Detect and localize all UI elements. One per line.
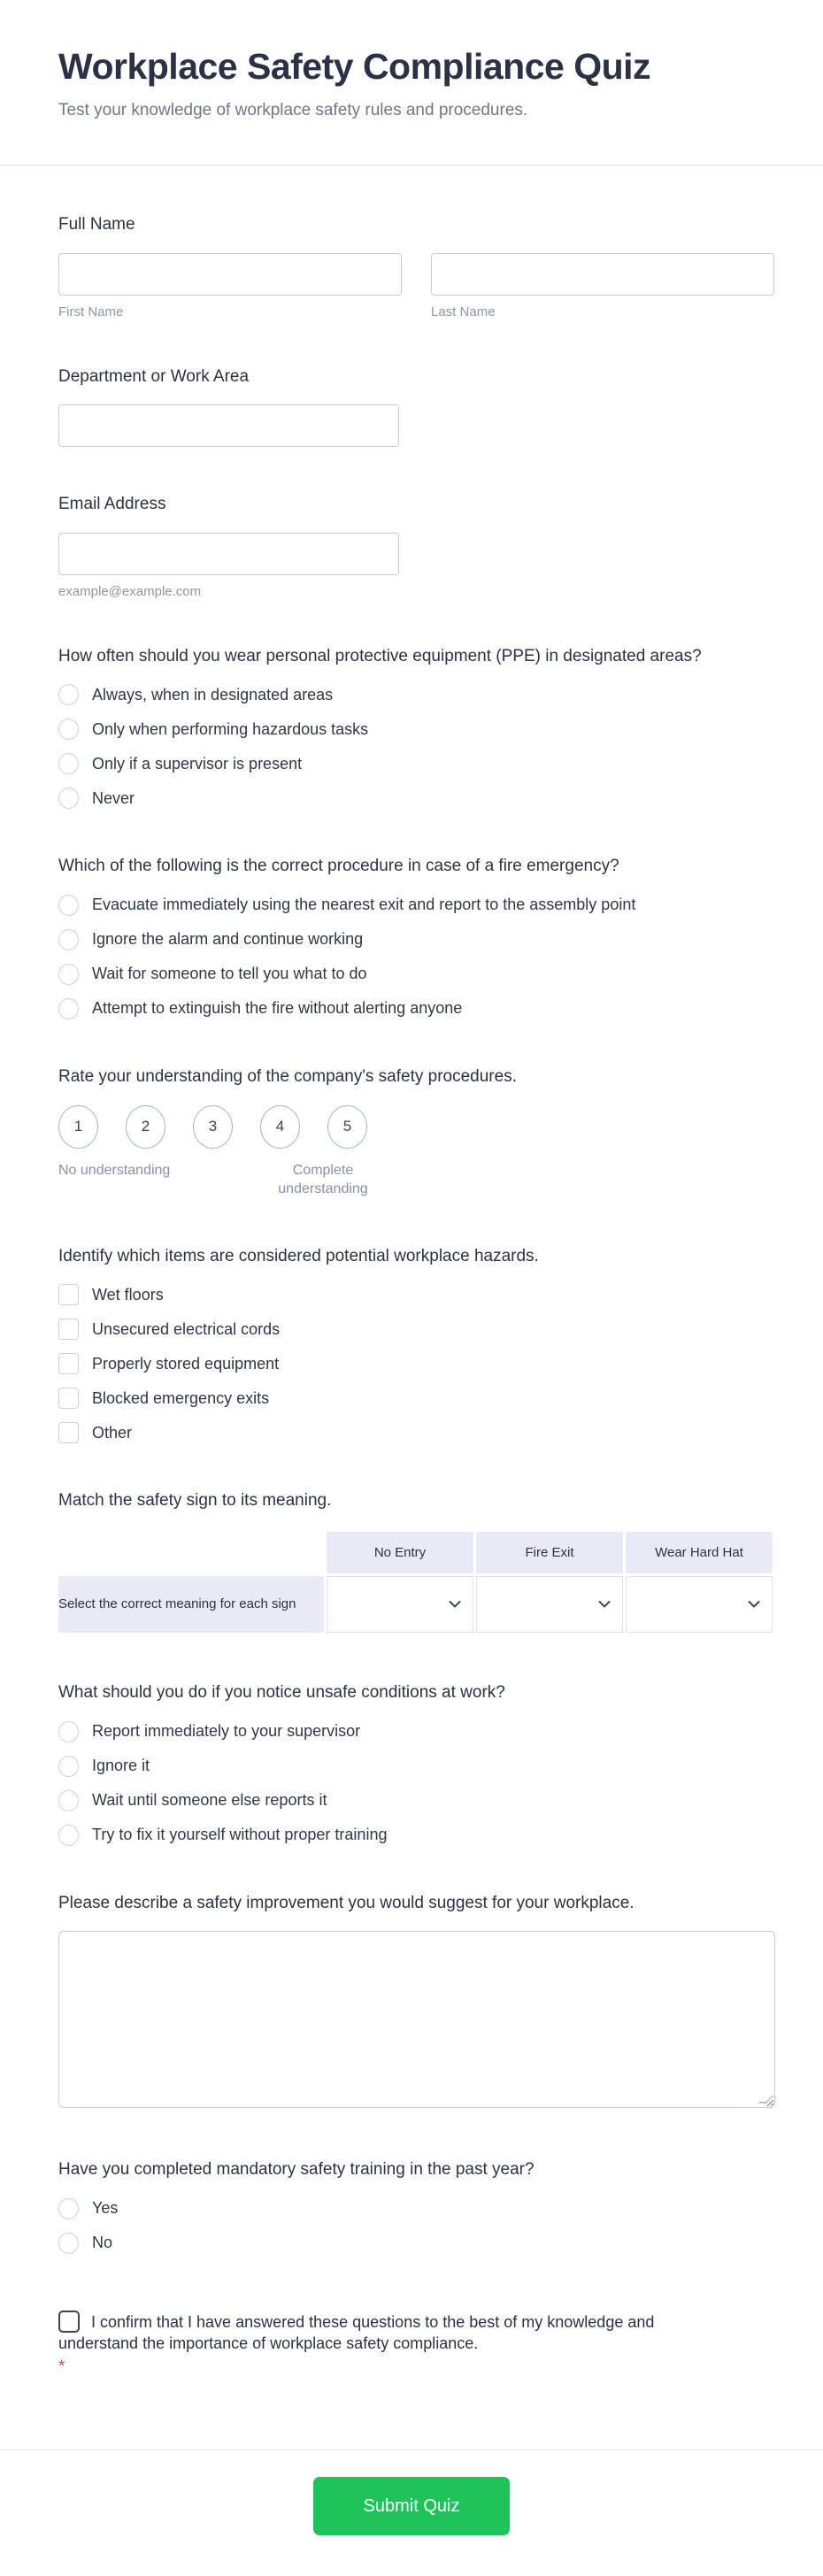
fire-option-row (58, 964, 775, 985)
spacer (58, 2377, 775, 2419)
matching-table-corner (58, 1532, 324, 1573)
page-subtitle: Test your knowledge of workplace safety rules and procedures. (58, 101, 528, 119)
radio-button[interactable] (58, 1756, 79, 1777)
matching-select-wear-hard-hat[interactable] (626, 1576, 773, 1633)
hazards-question-label: Identify which items are considered potential workplace hazards. (58, 1246, 539, 1265)
question-matching (58, 1489, 775, 1635)
radio-button[interactable] (58, 998, 79, 1019)
radio-option-label[interactable]: Never (92, 788, 135, 807)
confirm-row (58, 2311, 669, 2355)
rating-circle-5[interactable]: 5 (327, 1105, 367, 1149)
form-footer (0, 2450, 823, 2576)
department-input[interactable] (58, 404, 399, 447)
ppe-option-row (58, 719, 775, 740)
rating-circle-4[interactable]: 4 (260, 1105, 300, 1149)
confirm-checkbox[interactable] (58, 2311, 80, 2333)
last-name-input[interactable] (431, 253, 774, 296)
matching-select-no-entry[interactable] (327, 1576, 473, 1633)
full-name-row (58, 253, 775, 319)
matching-question-label: Match the safety sign to its meaning. (58, 1491, 332, 1511)
question-improvement (58, 1892, 775, 2113)
ppe-option-row (58, 684, 775, 705)
improvement-textarea[interactable] (58, 1931, 775, 2108)
hazard-option-row (58, 1422, 775, 1443)
first-name-col (58, 253, 402, 319)
hazard-option-row (58, 1319, 775, 1340)
radio-button[interactable] (58, 964, 79, 985)
hazard-option-row (58, 1284, 775, 1305)
radio-option-label[interactable]: No (92, 2234, 113, 2252)
confirm-label[interactable]: I confirm that I have answered these questions to the best of my knowledge and understand the importance of workplace safety compliance. (58, 2312, 655, 2353)
checkbox[interactable] (58, 1353, 79, 1374)
chevron-down-icon (748, 1600, 760, 1608)
radio-button[interactable] (58, 2198, 79, 2219)
first-name-sublabel: First Name (58, 304, 124, 319)
radio-option-label[interactable]: Ignore the alarm and continue working (92, 930, 364, 949)
unsafe-option-row (58, 1721, 775, 1742)
chevron-down-icon (598, 1600, 611, 1608)
unsafe-option-row (58, 1825, 775, 1846)
checkbox-option-label[interactable]: Unsecured electrical cords (92, 1319, 281, 1338)
checkbox[interactable] (58, 1422, 79, 1443)
matching-select-fire-exit[interactable] (476, 1576, 623, 1633)
training-question-label: Have you completed mandatory safety training in the past year? (58, 2160, 535, 2180)
rating-scale (58, 1105, 775, 1149)
page-title: Workplace Safety Compliance Quiz (58, 46, 651, 87)
matching-column-header: Fire Exit (476, 1532, 623, 1573)
field-full-name (58, 213, 775, 319)
field-email (58, 493, 775, 599)
radio-option-label[interactable]: Attempt to extinguish the fire without alerting anyone (92, 999, 463, 1018)
radio-button[interactable] (58, 895, 79, 916)
rating-high-label: Complete understanding (278, 1162, 368, 1197)
matching-row-label: Select the correct meaning for each sign (58, 1576, 324, 1633)
last-name-sublabel: Last Name (431, 304, 496, 319)
radio-button[interactable] (58, 753, 79, 774)
radio-button[interactable] (58, 1790, 79, 1811)
email-sublabel: example@example.com (58, 583, 202, 599)
question-ppe (58, 645, 775, 810)
confirm-section (58, 2311, 669, 2378)
rating-low-label: No understanding (58, 1162, 171, 1178)
unsafe-question-label: What should you do if you notice unsafe conditions at work? (58, 1682, 505, 1702)
textarea-wrapper (58, 1931, 775, 2112)
ppe-option-row (58, 788, 775, 809)
fire-option-row (58, 895, 775, 916)
checkbox[interactable] (58, 1388, 79, 1409)
training-option-row (58, 2198, 775, 2219)
submit-quiz-button[interactable]: Submit Quiz (313, 2477, 510, 2535)
fire-option-row (58, 998, 775, 1019)
radio-option-label[interactable]: Only if a supervisor is present (92, 754, 303, 773)
department-label: Department or Work Area (58, 366, 250, 386)
radio-button[interactable] (58, 788, 79, 809)
fire-question-label: Which of the following is the correct procedure in case of a fire emergency? (58, 857, 619, 876)
rating-circle-2[interactable]: 2 (126, 1105, 165, 1149)
question-fire-procedure (58, 855, 775, 1019)
rating-question-label: Rate your understanding of the company's safety procedures. (58, 1066, 517, 1086)
radio-option-label[interactable]: Try to fix it yourself without proper training (92, 1825, 388, 1843)
improvement-question-label: Please describe a safety improvement you would suggest for your workplace. (58, 1893, 635, 1912)
checkbox[interactable] (58, 1284, 79, 1305)
radio-option-label[interactable]: Wait for someone to tell you what to do (92, 965, 367, 983)
checkbox-option-label[interactable]: Wet floors (92, 1285, 164, 1303)
rating-circle-1[interactable]: 1 (58, 1105, 98, 1149)
rating-scale-labels (58, 1161, 375, 1199)
required-asterisk: * (58, 2357, 65, 2377)
last-name-col (431, 253, 774, 319)
radio-button[interactable] (58, 684, 79, 705)
checkbox-option-label[interactable]: Other (92, 1423, 133, 1442)
email-input[interactable] (58, 533, 399, 575)
matching-table (56, 1529, 775, 1635)
ppe-option-row (58, 753, 775, 774)
form-body (0, 165, 823, 2449)
checkbox-option-label[interactable]: Properly stored equipment (92, 1354, 280, 1373)
radio-option-label[interactable]: Only when performing hazardous tasks (92, 719, 369, 738)
radio-button[interactable] (58, 719, 79, 740)
hazard-option-row (58, 1353, 775, 1374)
question-hazards (58, 1245, 775, 1444)
field-department (58, 365, 775, 448)
radio-option-label[interactable]: Report immediately to your supervisor (92, 1721, 361, 1740)
ppe-question-label: How often should you wear personal protective equipment (PPE) in designated areas? (58, 646, 702, 665)
chevron-down-icon (449, 1600, 461, 1608)
checkbox-option-label[interactable]: Blocked emergency exits (92, 1388, 270, 1407)
email-label: Email Address (58, 495, 166, 514)
radio-option-label[interactable]: Evacuate immediately using the nearest exit and report to the assembly point (92, 896, 636, 914)
unsafe-option-row (58, 1790, 775, 1811)
radio-button[interactable] (58, 929, 79, 950)
radio-button[interactable] (58, 1825, 79, 1846)
hazard-option-row (58, 1388, 775, 1409)
training-option-row (58, 2233, 775, 2254)
radio-option-label[interactable]: Always, when in designated areas (92, 685, 334, 704)
matching-column-header: No Entry (327, 1532, 473, 1573)
fire-option-row (58, 929, 775, 950)
radio-option-label[interactable]: Wait until someone else reports it (92, 1790, 327, 1809)
checkbox[interactable] (58, 1319, 79, 1340)
radio-option-label[interactable]: Yes (92, 2199, 119, 2218)
question-training (58, 2158, 775, 2254)
first-name-input[interactable] (58, 253, 402, 296)
radio-option-label[interactable]: Ignore it (92, 1756, 150, 1774)
question-unsafe-conditions (58, 1681, 775, 1846)
question-rating (58, 1065, 775, 1199)
full-name-label: Full Name (58, 215, 135, 234)
rating-circle-3[interactable]: 3 (193, 1105, 233, 1149)
matching-column-header: Wear Hard Hat (626, 1532, 773, 1573)
radio-button[interactable] (58, 2233, 79, 2254)
radio-button[interactable] (58, 1721, 79, 1742)
unsafe-option-row (58, 1756, 775, 1777)
form-header (0, 0, 823, 165)
